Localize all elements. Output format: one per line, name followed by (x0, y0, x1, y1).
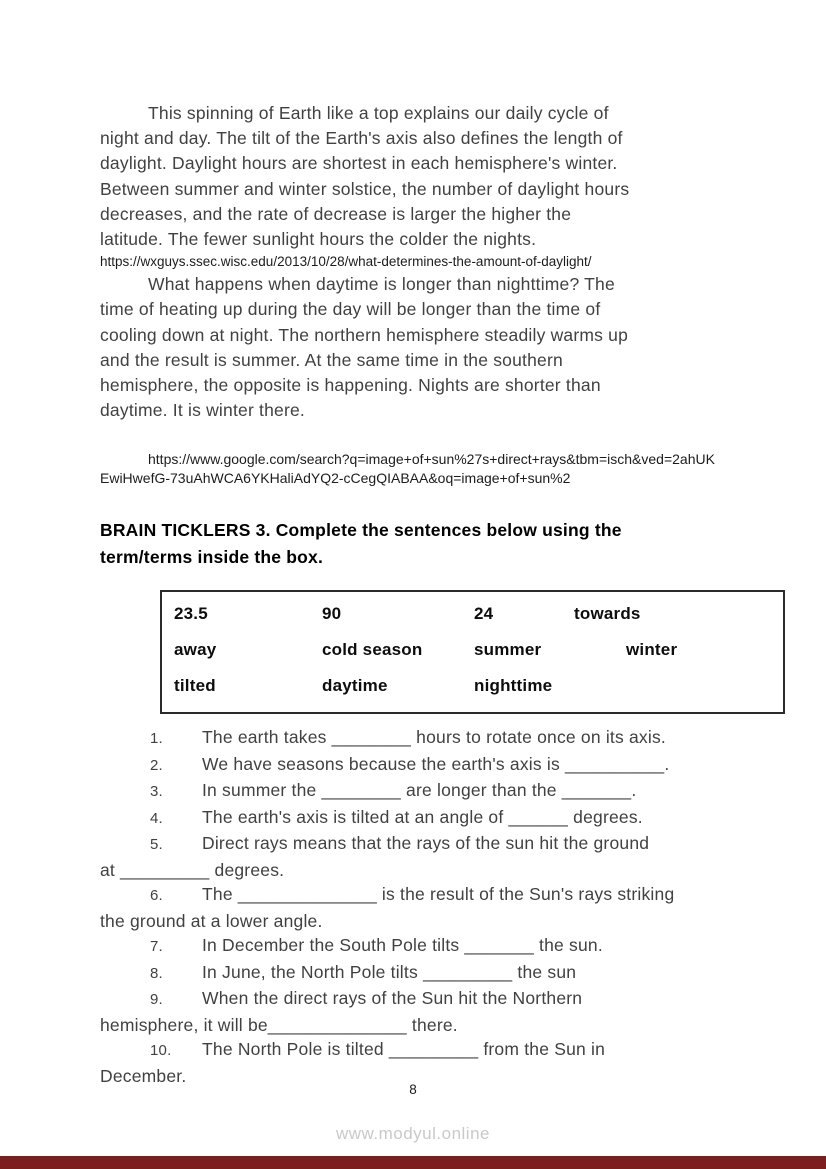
watermark-text: www.modyul.online (335, 1124, 490, 1143)
word-box-term (574, 676, 783, 696)
question-text: In December the South Pole tilts _______ the sun. (202, 935, 603, 956)
text-line: hemisphere, the opposite is happening. Nights are shorter than (100, 375, 601, 396)
text-line: time of heating up during the day will be longer than the time of (100, 299, 601, 320)
source-url-google-search (100, 450, 740, 488)
question-item (100, 960, 740, 987)
word-box-term: towards (574, 604, 641, 624)
text-line: term/terms inside the box. (100, 547, 324, 568)
question-text: When the direct rays of the Sun hit the Northern (202, 988, 583, 1009)
question-continuation-line: the ground at a lower angle. (100, 910, 323, 931)
question-first-line (100, 933, 740, 960)
word-box-term: cold season (322, 640, 423, 660)
question-item (100, 1037, 740, 1088)
question-text: In June, the North Pole tilts _________ the sun (202, 961, 577, 982)
word-box-term: away (174, 640, 217, 660)
question-item (100, 831, 740, 882)
question-text: The earth takes ________ hours to rotate once on its axis. (202, 727, 666, 748)
question-continuation-line: at _________ degrees. (100, 859, 285, 880)
question-number: 3. (150, 783, 163, 801)
question-text: The ______________ is the result of the Sun's rays striking (202, 884, 675, 905)
activity-heading (100, 517, 740, 571)
footer-bar (0, 1156, 826, 1169)
question-first-line (100, 805, 740, 832)
word-box-term: 23.5 (174, 604, 208, 624)
word-box-term: 24 (474, 604, 494, 624)
question-item (100, 752, 740, 779)
question-first-line (100, 1037, 740, 1064)
text-line: BRAIN TICKLERS 3. Complete the sentences below using the (100, 520, 622, 541)
question-continuation-line: hemisphere, it will be______________ there. (100, 1014, 458, 1035)
text-line: daytime. It is winter there. (100, 400, 305, 421)
questions-list (100, 725, 740, 1088)
question-item (100, 986, 740, 1037)
question-first-line (100, 986, 740, 1013)
word-box-term: nighttime (474, 676, 553, 696)
word-bank-row (174, 604, 783, 624)
question-item (100, 778, 740, 805)
paragraph-daytime-nighttime (100, 272, 740, 423)
text-line: cooling down at night. The northern hemisphere steadily warms up (100, 324, 629, 345)
question-first-line (100, 882, 740, 909)
text-line: daylight. Daylight hours are shortest in each hemisphere's winter. (100, 153, 618, 174)
question-first-line (100, 752, 740, 779)
question-text: Direct rays means that the rays of the sun hit the ground (202, 833, 650, 854)
question-number: 1. (150, 730, 163, 748)
word-box-term: summer (474, 640, 542, 660)
word-bank-row (174, 640, 783, 660)
text-line: latitude. The fewer sunlight hours the colder the nights. (100, 229, 537, 250)
question-continuation-line: December. (100, 1065, 187, 1086)
question-first-line (100, 725, 740, 752)
text-line: This spinning of Earth like a top explains our daily cycle of (148, 103, 609, 123)
question-text: We have seasons because the earth's axis is __________. (202, 753, 670, 774)
question-first-line (100, 960, 740, 987)
word-bank-box (160, 590, 785, 714)
question-number: 4. (150, 809, 163, 827)
word-box-term: tilted (174, 676, 216, 696)
page-content (100, 101, 740, 1088)
question-number: 2. (150, 756, 163, 774)
text-line: decreases, and the rate of decrease is larger the higher the (100, 203, 572, 224)
question-first-line (100, 831, 740, 858)
question-text: The North Pole is tilted _________ from the Sun in (202, 1039, 606, 1060)
question-first-line (100, 778, 740, 805)
text-line: EwiHwefG-73uAhWCA6YKHaliAdYQ2-cCegQIABAA&oq=image+of+sun%2 (100, 470, 571, 487)
paragraph-daily-cycle (100, 101, 740, 252)
question-item (100, 805, 740, 832)
question-number: 9. (150, 991, 163, 1009)
page-number: 8 (409, 1082, 417, 1097)
text-line: What happens when daytime is longer than nighttime? The (148, 274, 615, 295)
text-line: and the result is summer. At the same time in the southern (100, 349, 563, 370)
question-number: 7. (150, 938, 163, 956)
source-url-wxguys: https://wxguys.ssec.wisc.edu/2013/10/28/what-determines-the-amount-of-daylight/ (100, 254, 592, 270)
word-box-term: daytime (322, 676, 388, 696)
text-line: night and day. The tilt of the Earth's axis also defines the length of (100, 128, 623, 149)
question-item (100, 933, 740, 960)
question-number: 6. (150, 887, 163, 905)
text-line: https://www.google.com/search?q=image+of+sun%27s+direct+rays&tbm=isch&ved=2ahUK (148, 451, 715, 468)
word-box-term: winter (626, 640, 678, 660)
word-box-term: 90 (322, 604, 342, 624)
question-text: In summer the ________ are longer than the _______. (202, 780, 637, 801)
question-number: 5. (150, 836, 163, 854)
question-item (100, 725, 740, 752)
question-number: 10. (150, 1042, 172, 1060)
text-line: Between summer and winter solstice, the number of daylight hours (100, 178, 630, 199)
question-text: The earth's axis is tilted at an angle of ______ degrees. (202, 806, 643, 827)
question-item (100, 882, 740, 933)
word-bank-row (174, 676, 783, 696)
question-number: 8. (150, 964, 163, 982)
